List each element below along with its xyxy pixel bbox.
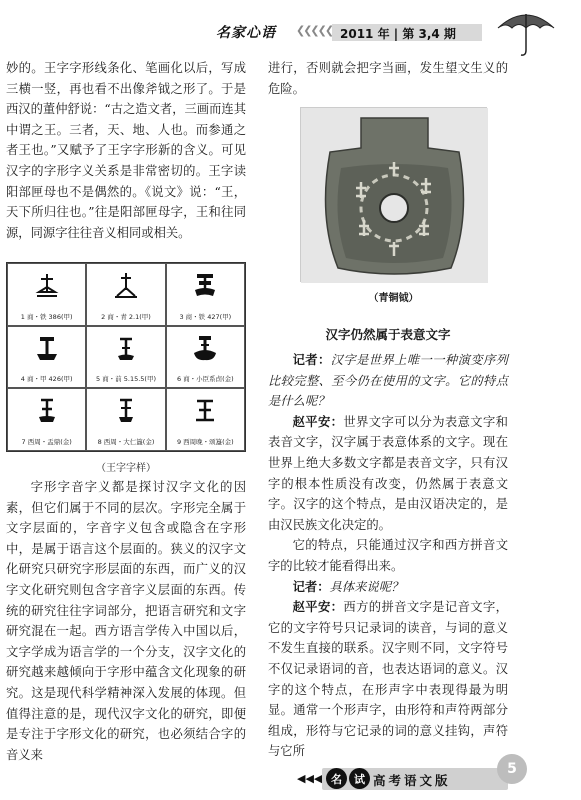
issue-number: 2011 年 | 第 3,4 期 (340, 27, 456, 41)
question-text: 具体来说呢？ (329, 579, 404, 594)
answer-text: 西方的拼音文字是记音文字，它的文字符号只记录词的读音，与词的意义不发生直接的联系。汉字则不同，文字符号不仅记录语词的音，也表达语词的意义。汉字的这个特点，在形声字中表现得最为明显。通常一个形声字，由形符和声符两部分组成，形符与它记录的词的意义挂钩，声符与它所 (268, 600, 508, 759)
glyph-caption: 7 西周・盂鼎(金) (21, 438, 72, 446)
question-paragraph (268, 350, 508, 412)
glyph-cell (166, 263, 245, 326)
wang-glyph-icon (190, 395, 220, 425)
glyph-cell (86, 388, 165, 451)
wang-glyph-table (6, 262, 246, 452)
glyph-caption: 4 商・甲 426(甲) (20, 375, 73, 384)
page-header (0, 0, 581, 56)
glyph-caption: 1 商・铁 386(甲) (20, 312, 73, 321)
wang-glyph-icon (111, 395, 141, 425)
paragraph: 妙的。王字字形线条化、笔画化以后，写成三横一竖，再也看不出像斧钺之形了。于是西汉的董仲舒说：“古之造文者，三画而连其中谓之王。三者，天、地、人也。而参通之者王也。”又赋予了王字字形新的含义。可见汉字的字形字义关系是非常密切的。王字读阳部匣母也不是偶然的。《说文》说：“王，天下所归往也。”往是阳部匣母字，王和往同源，同源字往往音义相同或相关。 (6, 61, 246, 240)
question-text: 汉字是世界上唯一一种演变序列比较完整、至今仍在使用的文字。它的特点是什么呢？ (268, 353, 508, 409)
glyph-caption: 5 商・前 5.15.5(甲) (95, 375, 156, 384)
paragraph: 进行，否则就会把字当画，发生望文生义的危险。 (268, 61, 508, 96)
wang-glyph-icon (190, 270, 220, 300)
glyph-caption: 9 西周晚・颂簋(金) (176, 438, 234, 446)
right-column-interview (268, 350, 508, 762)
glyph-caption: 8 西周・大仁簋(金) (97, 438, 155, 446)
left-column-bottom (6, 477, 246, 765)
wang-glyph-icon (32, 333, 62, 363)
glyph-caption: 2 商・青 2.1(甲) (101, 312, 151, 321)
wang-glyph-icon (32, 270, 62, 300)
section-title: 汉字仍然属于表意文字 (325, 327, 451, 342)
magazine-brand: 名家心语 (216, 25, 276, 41)
page-number: 5 (497, 754, 527, 784)
chevron-decoration-icon: ❮❮❮❮❮ (296, 24, 333, 37)
glyph-cell (7, 388, 86, 451)
wang-glyph-icon (111, 270, 141, 300)
interviewer-label: 记者： (292, 353, 331, 367)
glyph-cell (86, 263, 165, 326)
glyph-cell (86, 326, 165, 389)
answer-text: 世界文字可以分为表意文字和表音文字，汉字属于表意体系的文字。现在世界上绝大多数文字都是表音文字，只有汉字的根本性质没有改变，仍然属于表意文字。汉字的这个特点，是由汉语决定的，是由汉民族文化决定的。 (268, 414, 508, 532)
wang-glyph-icon (32, 395, 62, 425)
footer-edition-label: 高考语文版 (373, 773, 451, 788)
umbrella-icon (494, 6, 558, 58)
question-paragraph (268, 577, 508, 598)
paragraph: 字形字音字义都是探讨汉字文化的因素，但它们属于不同的层次。字形完全属于文字层面的，字音字义包含或隐含在字形中，是属于语言这个层面的。狭义的汉字文化研究只研究字形层面的东西，而广义的汉字文化研究则包含字音字义层面的东西。传统的研究往往字词部分，把语言研究和文字研究混在一起。西方语言学传入中国以后，文字学成为语言学的一个分支，汉字文化的研究越来越倾向于字形中蕴含文化现象的研究。这是现代科学精神深入发展的体现。但值得注意的是，现代汉字文化的研究，即便是专注于字形文化的研究，也必须结合字的音义来 (6, 480, 246, 762)
wang-glyph-icon (111, 333, 141, 363)
photo-caption: （青铜钺） (368, 293, 419, 304)
glyph-cell (7, 326, 86, 389)
wang-glyph-icon (190, 333, 220, 363)
glyph-cell (166, 388, 245, 451)
answer-paragraph (268, 597, 508, 762)
paragraph: 它的特点，只能通过汉字和西方拼音文字的比较才能看得出来。 (268, 538, 508, 573)
answer-paragraph (268, 412, 508, 536)
footer-circle-char: 名 (326, 768, 347, 789)
triple-arrow-icon: ◀◀◀ (297, 772, 323, 785)
interviewer-label: 记者： (292, 579, 330, 594)
glyph-table-caption: （王字字样） (96, 463, 156, 474)
bronze-axe-image (301, 108, 488, 283)
right-column-top (268, 58, 508, 99)
left-column (6, 58, 246, 243)
page-footer (0, 758, 581, 800)
glyph-cell (7, 263, 86, 326)
footer-circle-char: 试 (349, 768, 370, 789)
glyph-caption: 3 商・铁 427(甲) (179, 312, 232, 321)
interviewee-label: 赵平安： (292, 414, 344, 429)
bronze-yue-photo (300, 107, 487, 282)
glyph-cell (166, 326, 245, 389)
glyph-caption: 6 商・小臣系卣(金) (176, 375, 234, 384)
interviewee-label: 赵平安： (292, 600, 344, 615)
